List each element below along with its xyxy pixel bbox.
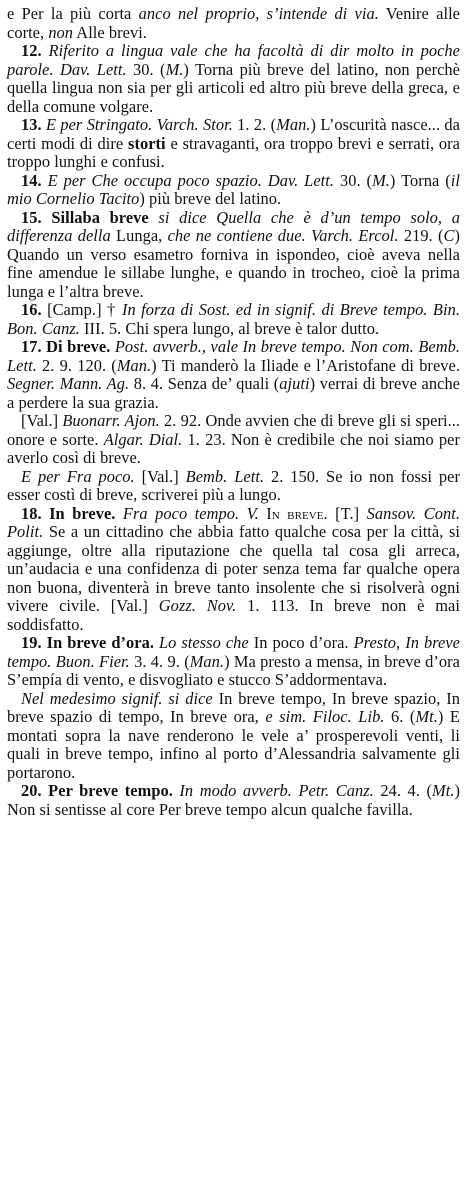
text-run: Bemb. Lett. [185,466,265,486]
text-run: E per Che occupa poco spazio. Dav. Lett. [41,170,335,190]
text-run: ) E montati sopra la nave renderono le vele a’ prosperevoli venti, li quali in breve tempo, infino al porto d’Alessandria salvamente gli portarono. [7,707,460,782]
text-run: 1. 113. In breve non è mai soddisfatto. [7,596,460,634]
text-run: [Val.] [21,411,63,430]
text-run: E per Fra poco. [21,466,135,486]
text-run: . [T.] [323,503,367,523]
entry-paragraph [7,690,460,783]
text-run: che ne contiene due. Varch. Ercol. [167,226,399,245]
text-run: 20. Per breve tempo. [21,781,173,800]
text-run: 24. 4. ( [373,781,433,800]
text-run: 3. 4. 9. ( [129,651,190,671]
text-run: 219. ( [398,226,444,245]
entry-paragraph [7,116,460,172]
text-run: Man. [189,651,225,671]
text-run: M. [165,59,184,79]
text-run: Presto, In breve tempo. Buon. Fier. [7,633,460,671]
text-run: 2. 92. Onde avvien che di breve gli si speri... onore e sorte. [7,411,461,449]
text-run: 6. ( [384,707,416,726]
entry-paragraph [7,412,460,468]
text-run: ) Ti manderò la Iliade e l’Aristofane di breve. [151,355,460,375]
text-run: ) Ma presto a mensa, in breve d’ora S’empía di vento, e disvogliato e stucco S’addormentava. [7,651,460,689]
text-run: ) Torna più breve del latino, non perchè quella lingua non sia per gli articoli ed altro più breve della greca, e della comune volgare. [7,59,460,116]
entry-paragraph [7,5,460,42]
text-run: 18. In breve. [21,503,116,523]
text-run: Segner. Mann. Ag. [7,374,130,393]
text-run: ) più breve del latino. [139,189,282,208]
text-run: In breve [258,503,324,523]
text-run: M. [372,170,390,190]
text-run: anco nel proprio, s’intende di via. [138,4,379,23]
text-run: In breve tempo, In breve spazio, In breve spazio di tempo, In breve ora, [7,688,460,726]
text-run: 17. Di breve. [21,337,111,356]
text-run: 30. ( [334,170,373,190]
text-run: Algar. Dial. [103,429,183,449]
text-run: Buonarr. Ajon. [62,411,160,430]
text-run: 2. 9. 120. ( [36,355,117,375]
text-run: ) L’oscurità nasce... da certi modi di dire [7,115,460,153]
text-run: Mt. [415,707,438,726]
text-run: non [48,22,74,42]
text-run: Gozz. Nov. [158,596,237,615]
entry-paragraph [7,634,460,690]
entry-paragraph [7,468,460,505]
text-run: E per Stringato. Varch. Stor. [41,115,233,134]
text-run: Lunga, [110,226,168,245]
text-run: Se a un cittadino che abbia fatto qualche cosa per la città, si aggiunge, oltre alla riputazione che quella tal cosa gli arreca, un’audacia e una confidenza di poter senza tema far qualche opera non buona, diventerà in breve tanto insolente che si risolverà ogni vivere civile. [Val.] [7,522,460,615]
text-run: Sansov. Cont. Polit. [7,503,460,541]
text-run: [Val.] [134,466,186,486]
text-run: storti [128,133,166,153]
text-run: Man. [116,355,152,375]
entry-paragraph [7,782,460,819]
text-run: 8. 4. Senza de’ quali ( [129,374,280,393]
text-run: Fra poco tempo. V. [115,503,259,523]
text-run: [Camp.] † [41,300,122,319]
text-run: In forza di Sost. ed in signif. di [121,300,335,319]
text-run: si dice Quella che è d’un tempo solo, a differenza della [7,207,460,245]
text-run: In breve tempo. [238,337,351,356]
text-run: Post. avverb., vale [110,337,239,356]
text-run: C [443,226,455,245]
text-run: 15. Sillaba breve [21,207,149,227]
text-run: 1. 23. Non è credibile che noi siamo per averlo così di breve. [7,429,460,467]
text-run: Non com. Bemb. Lett. [7,337,460,375]
text-run: Alle brevi. [73,22,147,42]
text-run: 16. [21,300,42,319]
text-run: Man. [276,115,311,134]
text-run: e stravaganti, ora troppo brevi e serrati, ora troppo lunghi e confusi. [7,133,460,171]
text-run: il mio Cornelio Tacito [7,170,460,208]
text-run: ) Non si sentisse al core Per breve tempo alcun qualche favilla. [7,781,460,819]
entry-paragraph [7,301,460,338]
text-run: 1. 2. ( [232,115,277,134]
text-run: In poco d’ora. [248,633,354,652]
text-run: Breve tempo. [334,300,433,319]
text-run: III. 5. Chi spera lungo, al breve è talor dutto. [79,318,380,338]
entry-paragraph [7,209,460,302]
text-run: 19. In breve d’ora. [21,633,154,652]
text-run: Bin. Bon. Canz. [7,300,460,338]
entry-paragraph [7,338,460,412]
text-run: ) Quando un verso esametro forniva in ispondeo, cioè aveva nella fine amendue le sillabe lunghe, e quando in trocheo, cioè la prima lunga e l’altra breve. [7,226,460,301]
text-run: Lo stesso che [153,633,249,652]
text-run: ajuti [279,374,310,393]
text-run: e sim. Filoc. Lib. [265,707,385,726]
text-run: 30. ( [126,59,166,79]
text-run: Venire alle corte, [7,4,460,42]
text-run: 14. [21,170,42,190]
text-run: e Per la più corta [7,4,139,23]
text-run: 13. [21,115,42,134]
entry-paragraph [7,505,460,635]
text-run: Mt. [432,781,455,800]
text-run: In modo avverb. Petr. Canz. [172,781,374,800]
text-run: ) Torna ( [389,170,451,190]
entry-paragraph [7,42,460,116]
entry-paragraph [7,172,460,209]
text-run: Nel medesimo signif. si dice [21,688,213,708]
text-run: 12. [21,41,42,60]
text-run: ) verrai di breve anche a perdere la sua grazia. [7,374,461,412]
text-run: Riferito a lingua vale che ha facoltà di dir molto in poche parole. Dav. Lett. [7,41,460,79]
text-run: 2. 150. Se io non fossi per esser costì di breve, scriverei più a lungo. [7,466,460,504]
